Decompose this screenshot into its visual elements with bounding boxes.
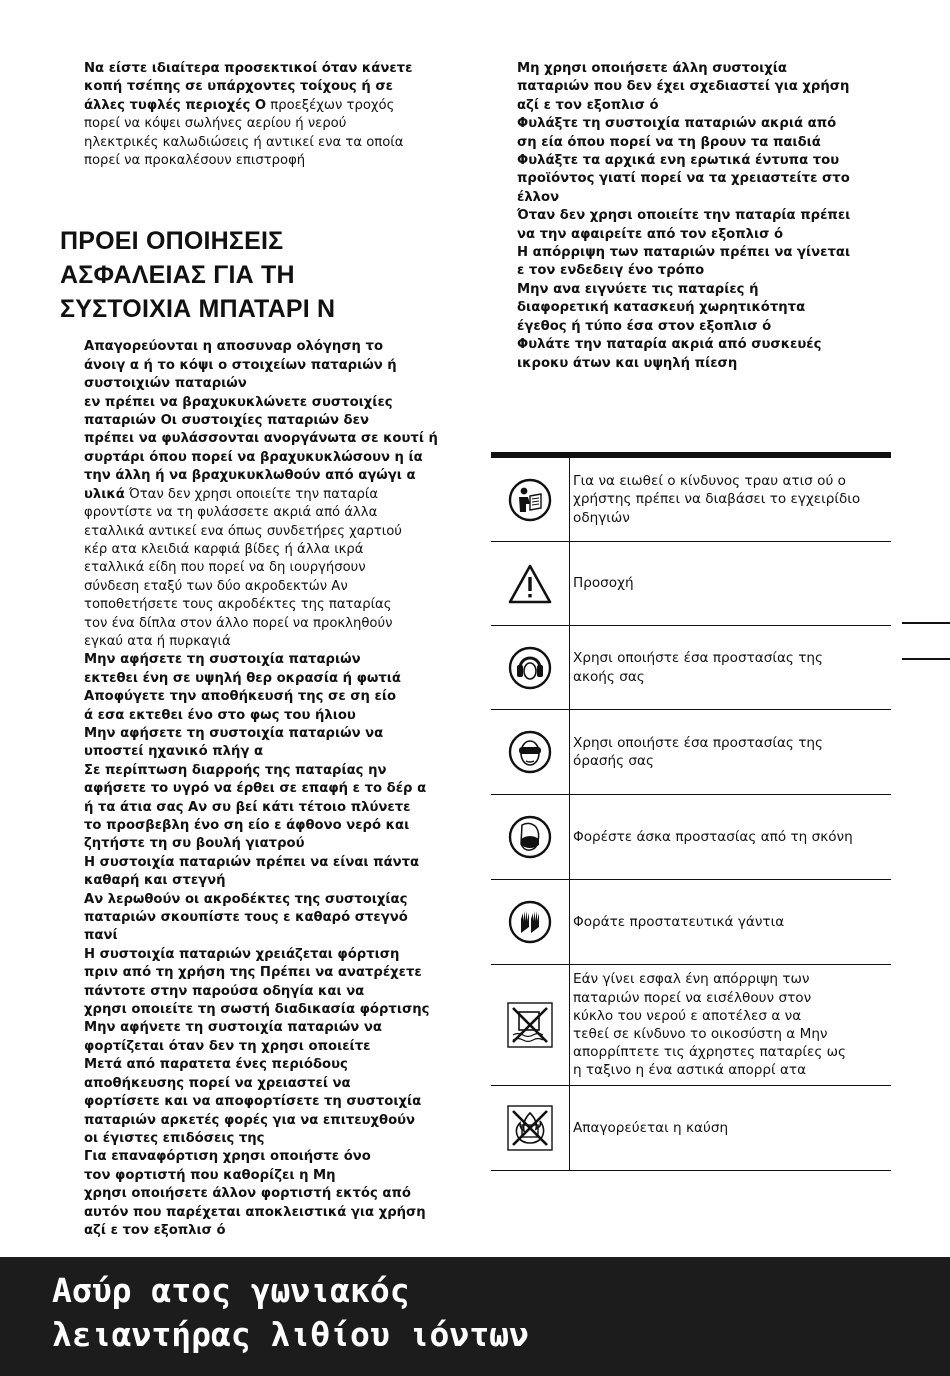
symbol-row bbox=[491, 626, 891, 710]
gloves-icon bbox=[491, 880, 570, 964]
battery-block-1-normal: Όταν δεν χρησι οποιείτε την παταρία φροντίστε να τη φυλάσσετε ακριά από άλλα εταλλικά αντικεί ενα όπως συνδετήρες χαρτιού κέρ ατα κλειδιά καρφιά βίδες ή άλλα ικρά εταλλικά είδη που πορεί να δη ιουργήσουν σύνδεση εταξύ των δύο ακροδεκτών Αν τοποθετήσετε τους ακροδέκτες της παταρίας τον ένα δίπλα στον άλλο πορεί να προκληθούν εγκαύ ατα ή πυρκαγιά bbox=[84, 486, 402, 649]
symbol-row bbox=[491, 795, 891, 880]
side-tab-line-bottom bbox=[902, 658, 950, 660]
section-heading: ΠΡΟΕΙ ΟΠΟΙΗΣΕΙΣ ΑΣΦΑΛΕΙΑΣ ΓΙΑ ΤΗ ΣΥΣΤΟΙΧΙΑ ΜΠΑΤΑΡΙ Ν bbox=[60, 227, 336, 324]
symbol-row bbox=[491, 542, 891, 626]
battery-block-1 bbox=[84, 338, 466, 651]
ear-protection-icon bbox=[491, 626, 570, 709]
battery-block-1-bold: Απαγορεύονται η αποσυναρ ολόγηση το άνοιγ α ή το κόψι ο στοιχείων παταριών ή συστοιχιών παταριών εν πρέπει να βραχυκυκλώνετε συστοιχίες παταριών Οι συστοιχίες παταριών δεν πρέπει να φυλάσσονται ανοργάνωτα σε κουτί ή συρτάρι όπου πορεί να βραχυκυκλώσουν η ία την άλλη ή να βραχυκυκλωθούν από αγώγι α υλικά bbox=[84, 339, 438, 502]
symbol-text: Προσοχή bbox=[573, 575, 634, 592]
symbol-text: Φορέστε άσκα προστασίας από τη σκόνη bbox=[573, 828, 853, 845]
symbol-row bbox=[491, 880, 891, 965]
warning-triangle-icon bbox=[491, 542, 570, 625]
symbol-text: Εάν γίνει εσφαλ ένη απόρριψη των παταριών πορεί να εισέλθουν στον κύκλο του νερού ε αποτέλεσ α να τεθεί σε κίνδυνο το οικοσύστη α Μην απορρίπτετε τις άχρηστες παταρίες ως η ταξινο η ένα αστικά απορρί ατα bbox=[573, 971, 847, 1079]
dust-mask-icon bbox=[491, 795, 570, 879]
intro-paragraph bbox=[84, 60, 466, 170]
left-column bbox=[60, 60, 466, 1240]
footer-title: Ασύρ ατος γωνιακός λειαντήρας λιθίου ιόντων bbox=[52, 1271, 529, 1354]
read-manual-icon bbox=[491, 458, 570, 541]
symbol-text: Φοράτε προστατευτικά γάντια bbox=[573, 913, 785, 930]
no-burning-icon bbox=[491, 1086, 570, 1170]
symbol-row bbox=[491, 965, 891, 1086]
symbol-text: Χρησι οποιήστε έσα προστασίας της ακοής σας bbox=[573, 650, 823, 685]
footer-banner bbox=[0, 1257, 950, 1376]
symbol-row bbox=[491, 710, 891, 795]
no-water-disposal-icon bbox=[491, 965, 570, 1085]
eye-protection-icon bbox=[491, 710, 570, 794]
symbol-text: Χρησι οποιήστε έσα προστασίας της όρασής σας bbox=[573, 734, 823, 769]
symbol-row bbox=[491, 1086, 891, 1171]
battery-block-3: Μη χρησι οποιήσετε άλλη συστοιχία παταριών που δεν έχει σχεδιαστεί για χρήση αζί ε τον εξοπλισ ό Φυλάξτε τη συστοιχία παταριών ακριά από ση εία όπου πορεί να τη βρουν τα παιδιά Φυλάξτε τα αρχικά ενη ερωτικά έντυπα του προϊόντος γιατί πορεί να τα χρειαστείτε στο έλλον Όταν δεν χρησι οποιείτε την παταρία πρέπει να την αφαιρείτε από τον εξοπλισ ό Η απόρριψη των παταριών πρέπει να γίνεται ε τον ενδεδειγ ένο τρόπο Μην ανα ειγνύετε τις παταρίες ή διαφορετική κατασκευή χωρητικότητα έγεθος ή τύπο έσα στον εξοπλισ ό Φυλάτε την παταρία ακριά από συσκευές ικροκυ άτων και υψηλή πίεση bbox=[517, 61, 851, 371]
right-column bbox=[517, 60, 892, 373]
symbols-table bbox=[491, 452, 891, 1171]
battery-block-2: Μην αφήσετε τη συστοιχία παταριών εκτεθει ένη σε υψηλή θερ οκρασία ή φωτιά Αποφύγετε την αποθήκευσή της σε ση είο ά εσα εκτεθει ένο στο φως του ήλιου Μην αφήσετε τη συστοιχία παταριών να υποστεί ηχανικό πλήγ α Σε περίπτωση διαρροής της παταρίας ην αφήσετε το υγρό να έρθει σε επαφή ε το δέρ α ή τα άτια σας Αν συ βεί κάτι τέτοιο πλύνετε το προσβεβλη ένο ση είο ε άφθονο νερό και ζητήστε τη συ βουλή γιατρού Η συστοιχία παταριών πρέπει να είναι πάντα καθαρή και στεγνή Αν λερωθούν οι ακροδέκτες της συστοιχίας παταριών σκουπίστε τους ε καθαρό στεγνό πανί Η συστοιχία παταριών χρειάζεται φόρτιση πριν από τη χρήση της Πρέπει να ανατρέχετε πάντοτε στην παρούσα οδηγία και να χρησι οποιείτε τη σωστή διαδικασία φόρτισης Μην αφήνετε τη συστοιχία παταριών να φορτίζεται όταν δεν τη χρησι οποιείτε Μετά από παρατετα ένες περιόδους αποθήκευσης πορεί να χρειαστεί να φορτίσετε και να αποφορτίσετε τη συστοιχία παταριών αρκετές φορές για να επιτευχθούν οι έγιστες επιδόσεις της Για επαναφόρτιση χρησι οποιήστε όνο τον φορτιστή που καθορίζει η Μη χρησι οποιήσετε άλλον φορτιστή εκτός από αυτόν που παρέχεται αποκλειστικά για χρήση αζί ε τον εξοπλισ ό bbox=[84, 652, 430, 1238]
side-tab-line-top bbox=[902, 622, 950, 624]
symbol-text: Για να ειωθεί ο κίνδυνος τραυ ατισ ού ο χρήστης πρέπει να διαβάσει το εγχειρίδιο οδηγιών bbox=[573, 473, 861, 526]
intro-bold: Να είστε ιδιαίτερα προσεκτικοί όταν κάνετε κοπή τσέπης σε υπάρχοντες τοίχους ή σε άλλες τυφλές περιοχές Ο bbox=[84, 61, 413, 113]
symbol-row bbox=[491, 458, 891, 542]
intro-normal: προεξέχων τροχός πορεί να κόψει σωλήνες αερίου ή νερού ηλεκτρικές καλωδιώσεις ή αντικεί ενα τα οποία πορεί να προκαλέσουν επιστροφή bbox=[84, 97, 404, 169]
symbol-text: Απαγορεύεται η καύση bbox=[573, 1119, 729, 1136]
